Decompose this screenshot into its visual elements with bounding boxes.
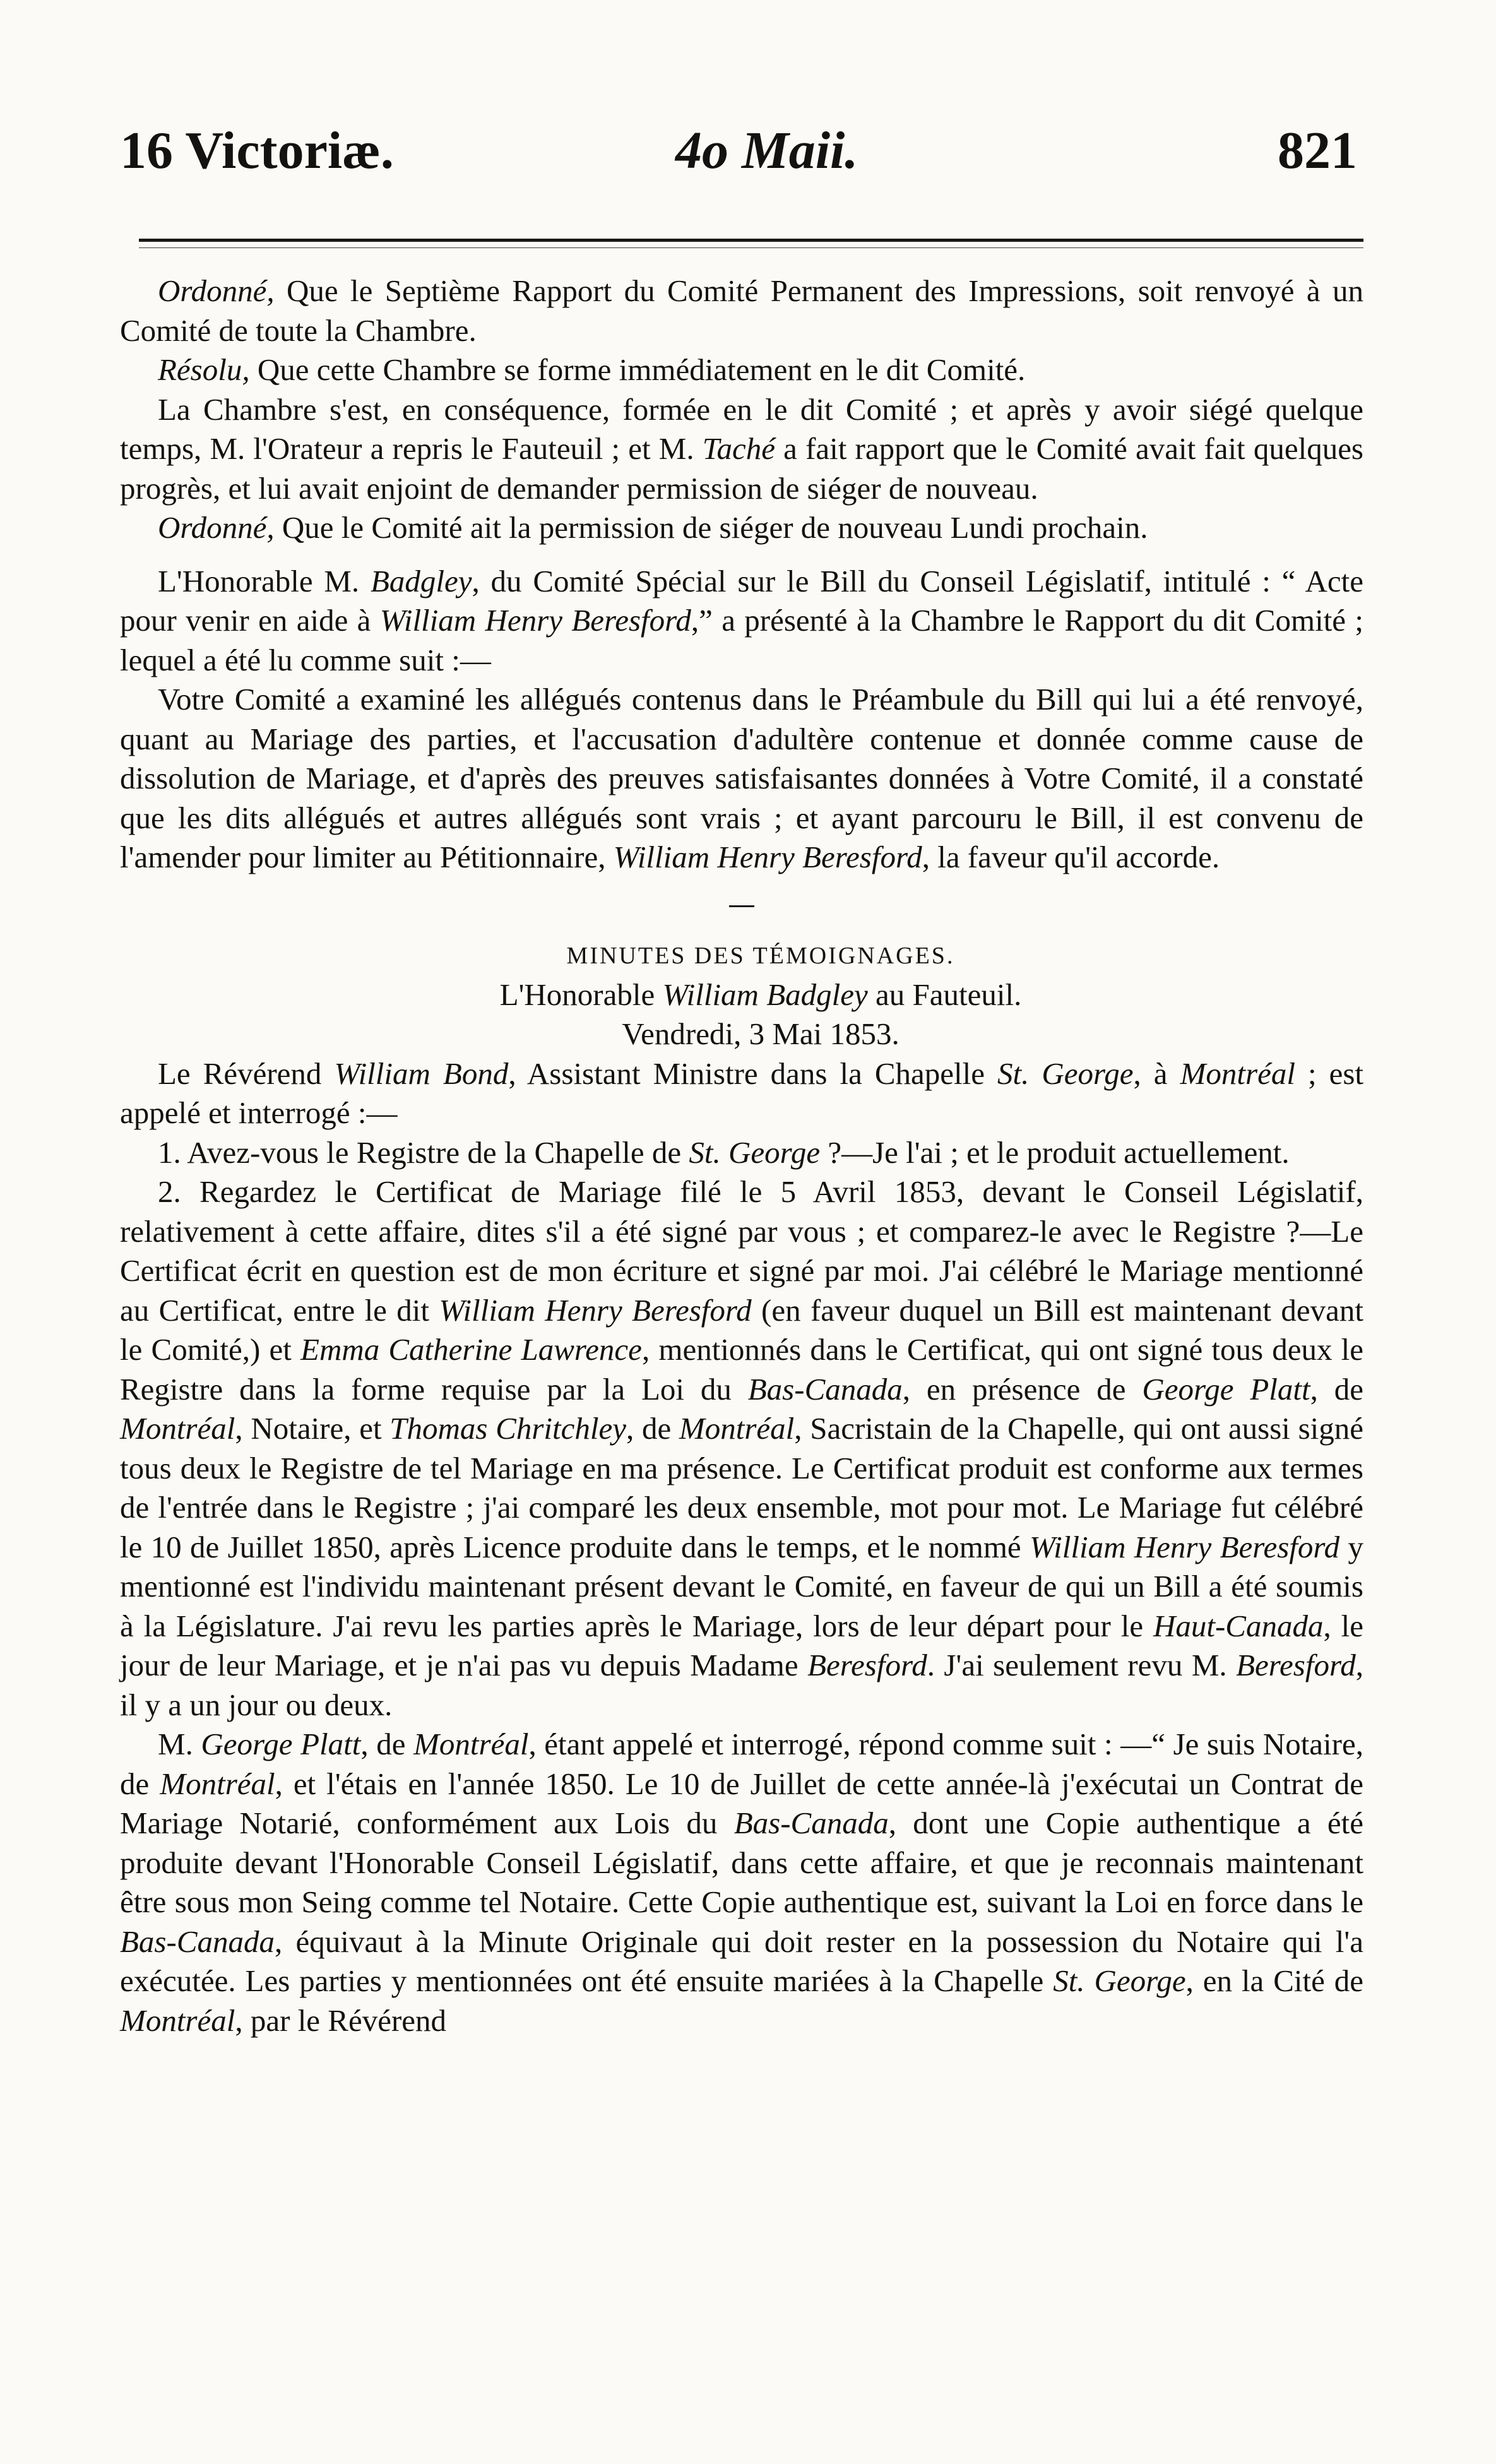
paragraph-text: L'Honorable M. [158, 563, 371, 598]
page-body [120, 271, 1363, 2040]
paragraph-text: Le Révérend [158, 1056, 335, 1091]
paragraph-text: . J'ai seulement revu M. [927, 1648, 1237, 1682]
paragraph-text: Que le Septième Rapport du Comité Permanent des Impressions, soit renvoyé à un Comité de toute la Chambre. [120, 273, 1363, 348]
minutes-date: Vendredi, 3 Mai 1853. [622, 1016, 899, 1051]
person-name: Thomas Chritchley [389, 1411, 627, 1446]
paragraph-order-refer [120, 271, 1363, 350]
place-name: Montréal [1180, 1056, 1295, 1091]
lead-word: Ordonné, [158, 273, 275, 308]
chair-text: au Fauteuil. [867, 977, 1022, 1012]
person-name: George Platt [1142, 1371, 1310, 1407]
person-name: William Henry Beresford [439, 1292, 752, 1328]
chair-line [120, 975, 1363, 1015]
paragraph-text: , il y a un jour ou deux. [120, 1648, 1363, 1722]
header-rule-thin [139, 247, 1363, 248]
place-name: Bas-Canada [120, 1924, 275, 1959]
place-name: Montréal [120, 2003, 235, 2038]
person-name: Beresford [807, 1648, 927, 1682]
paragraph-text: , par le Révérend [235, 2003, 447, 2038]
paragraph-resolved [120, 350, 1363, 390]
paragraph-text: , la faveur qu'il accorde. [922, 840, 1220, 874]
paragraph-text: , étant appelé et interrogé, répond comme suit : —“ Je suis Notaire, de [120, 1727, 1363, 1801]
paragraph-committee-report [120, 390, 1363, 509]
place-name: St. George [997, 1056, 1134, 1091]
running-header [120, 120, 1357, 208]
person-name: Beresford [1236, 1648, 1356, 1682]
chair-text: L'Honorable [499, 977, 663, 1012]
paragraph-text: , le jour de leur Mariage, et je n'ai pas vu depuis Madame [120, 1608, 1363, 1682]
paragraph-text: , Notaire, et [235, 1411, 390, 1446]
paragraph-text: , de [360, 1727, 414, 1761]
paragraph-text: (en faveur duquel un Bill est maintenant devant le Comité,) et [120, 1292, 1363, 1367]
paragraph-committee-findings [120, 680, 1363, 878]
header-date: 4o Maii. [675, 121, 858, 180]
paragraph-text: , mentionnés dans le Certificat, qui ont signé tous deux le Registre dans la forme requise par la Loi du [120, 1332, 1363, 1407]
person-name: William Badgley [662, 977, 868, 1012]
place-name: Bas-Canada [747, 1371, 903, 1407]
paragraph-text: Votre Comité a examiné les allégués contenus dans le Préambule du Bill qui lui a été renvoyé, quant au Mariage des parties, et l'accusation d'adultère contenue et donnée comme cause de dissolution de Mariage, et d'après des preuves satisfaisantes données à Votre Comité, il a constaté que les dits allégués et autres allégués sont vrais ; et ayant parcouru le Bill, il est convenu de l'amender pour limiter au Pétitionnaire, [120, 682, 1363, 874]
lead-word: Ordonné, [158, 510, 275, 545]
paragraph-witness-bond [120, 1054, 1363, 1133]
paragraph-text: 1. Avez-vous le Registre de la Chapelle de [158, 1134, 689, 1170]
place-name: Montréal [120, 1411, 235, 1446]
paragraph-question-1 [120, 1133, 1363, 1173]
paragraph-text: ; est appelé et interrogé :— [120, 1056, 1364, 1130]
place-name: Bas-Canada [733, 1806, 889, 1840]
paragraph-text: , Assistant Ministre dans la Chapelle [508, 1056, 998, 1091]
paragraph-text: ?—Je l'ai ; et le produit actuellement. [820, 1134, 1290, 1170]
person-name: Emma Catherine Lawrence [300, 1332, 642, 1367]
person-name: William Henry Beresford [1030, 1529, 1340, 1564]
paragraph-text: ,” a présenté à la Chambre le Rapport du dit Comité ; lequel a été lu comme suit :— [120, 603, 1363, 677]
paragraph-text: M. [158, 1727, 201, 1761]
paragraph-witness-platt [120, 1725, 1363, 2040]
person-name: William Henry Beresford [613, 840, 922, 874]
person-name: William Bond [334, 1056, 509, 1091]
header-rule [139, 239, 1363, 242]
place-name: Haut-Canada [1153, 1608, 1324, 1643]
person-name: Taché [702, 431, 776, 466]
paragraph-text: , du Comité Spécial sur le Bill du Conseil Législatif, intitulé : “ Acte pour venir en aide à [120, 563, 1363, 638]
paragraph-text: , dont une Copie authentique a été produite devant l'Honorable Conseil Législatif, dans cette affaire, et que je reconnais maintenant être sous mon Seing comme tel Notaire. Cette Copie authentique est, suivant la Loi en force dans le [120, 1806, 1363, 1919]
paragraph-text: , en présence de [902, 1371, 1143, 1407]
paragraph-text: , à [1133, 1056, 1180, 1091]
place-name: Montréal [679, 1411, 795, 1446]
person-name: William Henry Beresford [379, 603, 691, 638]
place-name: Montréal [160, 1766, 275, 1801]
paragraph-badgley-report [120, 562, 1363, 681]
paragraph-text: Que le Comité ait la permission de siéger de nouveau Lundi prochain. [274, 510, 1148, 545]
page-number: 821 [1278, 121, 1357, 180]
person-name: George Platt [201, 1727, 361, 1761]
paragraph-text: , équivaut à la Minute Originale qui doit rester en la possession du Notaire qui l'a exécutée. Les parties y mentionnées ont été ensuite mariées à la Chapelle [120, 1924, 1363, 1998]
minutes-heading: MINUTES DES TÉMOIGNAGES. [566, 942, 955, 969]
paragraph-text: , et l'étais en l'année 1850. Le 10 de Juillet de cette année-là j'exécutai un Contrat de Mariage Notarié, conformément aux Lois du [120, 1766, 1363, 1840]
person-name: Badgley [370, 563, 472, 598]
paragraph-order-sit [120, 508, 1363, 548]
lead-word: Résolu, [158, 352, 250, 387]
paragraph-text: y mentionné est l'individu maintenant présent devant le Comité, en faveur de qui un Bill a été soumis à la Législature. J'ai revu les parties après le Mariage, lors de leur départ pour le [120, 1529, 1364, 1643]
paragraph-text: , Sacristain de la Chapelle, qui ont aussi signé tous deux le Registre de tel Mariage en ma présence. Le Certificat produit est conforme aux termes de l'entrée dans le Registre ; j'ai comparé les deux ensemble, mot pour mot. Le Mariage fut célébré le 10 de Juillet 1850, après Licence produite dans le temps, et le nommé [120, 1411, 1364, 1564]
paragraph-text: La Chambre s'est, en conséquence, formée en le dit Comité ; et après y avoir siégé quelque temps, M. l'Orateur a repris le Fauteuil ; et M. [120, 391, 1363, 466]
section-divider [729, 905, 754, 907]
place-name: St. George [689, 1134, 821, 1170]
paragraph-text: , de [1310, 1371, 1364, 1407]
paragraph-question-2 [120, 1172, 1363, 1725]
paragraph-text: a fait rapport que le Comité avait fait quelques progrès, et lui avait enjoint de demander permission de siéger de nouveau. [120, 431, 1364, 506]
place-name: Montréal [413, 1727, 529, 1761]
place-name: St. George [1053, 1963, 1186, 1998]
paragraph-text: , de [626, 1411, 679, 1446]
paragraph-text: 2. Regardez le Certificat de Mariage filé le 5 Avril 1853, devant le Conseil Législatif, relativement à cette affaire, dites s'il a été signé par vous ; et comparez-le avec le Registre ?—Le Certificat écrit en question est de mon écriture et signé par moi. J'ai célébré le Mariage mentionné au Certificat, entre le dit [120, 1174, 1363, 1328]
header-regnal-year: 16 Victoriæ. [120, 121, 394, 180]
paragraph-text: , en la Cité de [1185, 1963, 1364, 1998]
paragraph-text: Que cette Chambre se forme immédiatement en le dit Comité. [249, 352, 1026, 387]
